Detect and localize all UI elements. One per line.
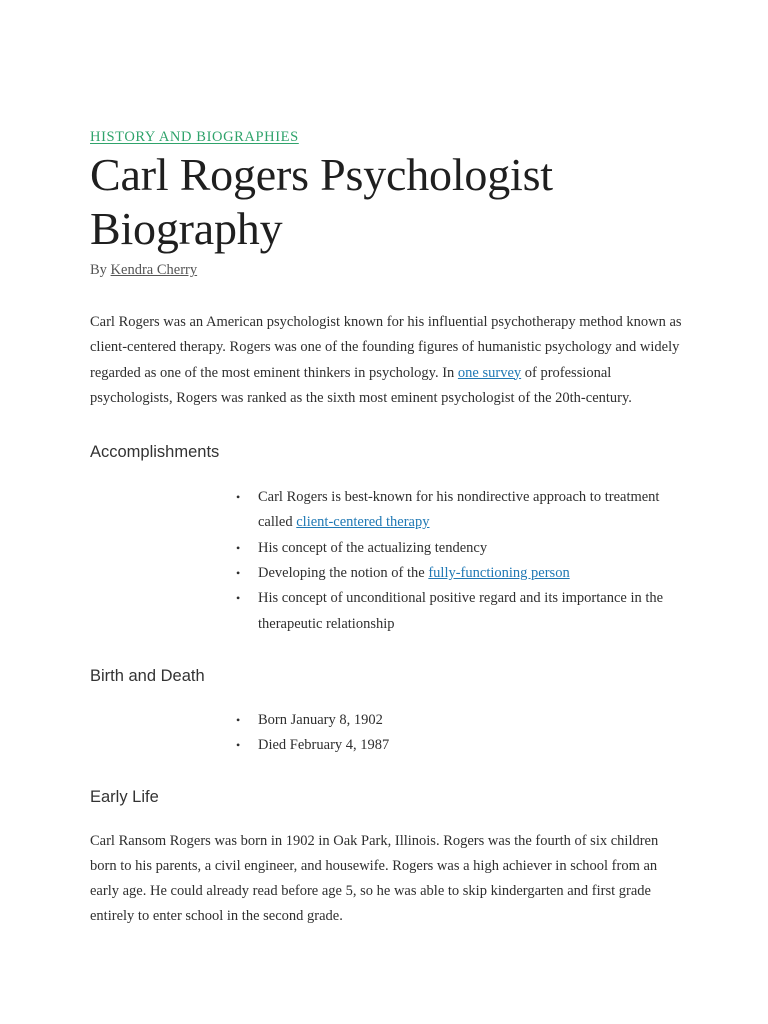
byline-prefix: By (90, 262, 111, 278)
accomplishments-heading: Accomplishments (90, 443, 220, 462)
list-item-text: Carl Rogers is best-known for his nondirective approach to treatment called (258, 489, 660, 531)
birth-date-text: Born January 8, 1902 (258, 711, 383, 728)
intro-text-before: Carl Rogers was an American psychologist known for his influential psychotherapy method known as client-centered therapy. Rogers was one of the founding figures of humanistic psychology and widely regarded as one of the most eminent thinkers in psychology. In (90, 314, 682, 381)
list-item (236, 708, 686, 733)
death-date-text: Died February 4, 1987 (258, 737, 390, 754)
article (90, 126, 686, 930)
intro-text-after: of professional psychologists, Rogers was ranked as the sixth most eminent psychologist of the 20th-century. (90, 364, 632, 406)
list-item-text: His concept of unconditional positive regard and its importance in the therapeutic relationship (258, 590, 664, 632)
bullet-icon: • (236, 566, 241, 581)
intro-paragraph (90, 310, 686, 411)
title-line-2: Biography (90, 203, 283, 254)
list-item-text: Developing the notion of the (258, 565, 429, 582)
byline (90, 260, 686, 280)
bullet-icon: • (236, 591, 241, 606)
list-item (236, 485, 686, 536)
list-item (236, 536, 686, 561)
category-link[interactable]: HISTORY AND BIOGRAPHIES (90, 129, 299, 145)
early-life-paragraph: Carl Ransom Rogers was born in 1902 in Oak Park, Illinois. Rogers was the fourth of six children born to his parents, a civil engineer, and housewife. Rogers was a high achiever in school from an early age. He could already read before age 5, so he was able to skip kindergarten and first grade entirely to enter school in the second grade. (90, 832, 659, 925)
list-item (236, 586, 686, 637)
title-line-1: Carl Rogers Psychologist (90, 149, 553, 200)
author-link[interactable]: Kendra Cherry (110, 262, 198, 278)
bullet-icon: • (236, 490, 241, 505)
birth-death-heading: Birth and Death (90, 666, 205, 685)
birth-death-list (90, 708, 686, 759)
bullet-icon: • (236, 540, 241, 555)
list-item (236, 561, 686, 586)
fully-functioning-person-link[interactable]: fully-functioning person (428, 565, 570, 582)
bullet-icon: • (236, 712, 241, 727)
early-life-heading: Early Life (90, 787, 159, 806)
client-centered-therapy-link[interactable]: client-centered therapy (296, 514, 430, 531)
bullet-icon: • (236, 738, 241, 753)
page-title (90, 148, 686, 256)
survey-link[interactable]: one survey (457, 364, 522, 381)
list-item-text: His concept of the actualizing tendency (258, 539, 488, 556)
accomplishments-list (90, 485, 686, 637)
list-item (236, 733, 686, 758)
